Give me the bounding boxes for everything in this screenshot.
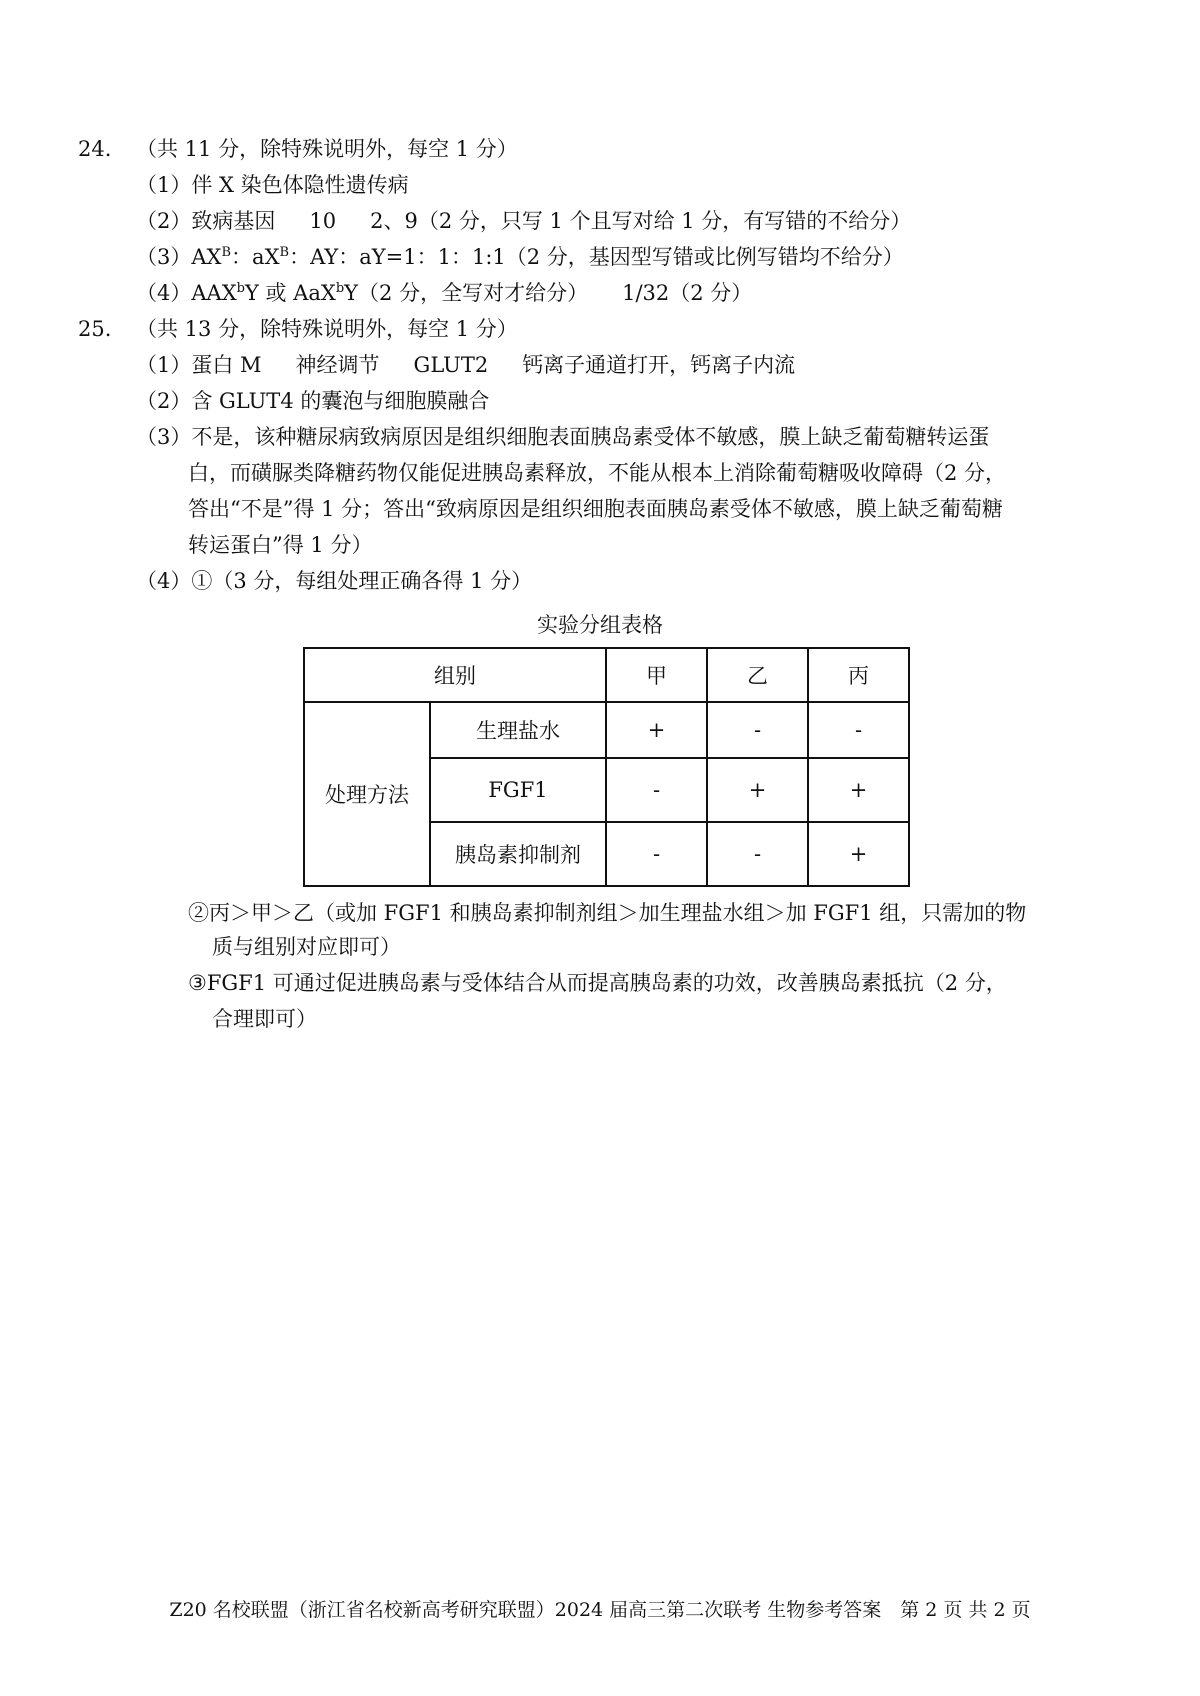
table-header-label: 组别 [304,648,606,702]
q24-answer-4-mid: Y 或 AaX [244,281,336,305]
table-cell: - [606,758,707,822]
q25-answer-2: （2）含 GLUT4 的囊泡与细胞膜融合 [136,389,490,413]
q24-answer-3-sup-2: B [279,245,290,260]
q25-answer-4-3-line-2: 合理即可） [212,1007,317,1031]
q25-answer-1-part-4: 钙离子通道打开，钙离子内流 [522,353,796,377]
q24-answer-2-part-3: 2、9（2 分，只写 1 个且写对给 1 分，有写错的不给分） [370,209,912,233]
q25-answer-3-line-2: 白，而磺脲类降糖药物仅能促进胰岛素释放，不能从根本上消除葡萄糖吸收障碍（2 分， [188,461,1007,485]
q24-number: 24. [78,137,112,161]
q24-answer-1: （1）伴 X 染色体隐性遗传病 [136,173,409,197]
q25-answer-4-2-line-2: 质与组别对应即可） [212,935,401,959]
table-cell: + [808,758,909,822]
table-header-group-1: 甲 [606,648,707,702]
q24-answer-2-part-2: 10 [309,209,337,233]
q24-answer-4-extra: 1/32（2 分） [622,281,753,305]
table-cell: - [606,822,707,886]
q25-answer-4-1: （4）①（3 分，每组处理正确各得 1 分） [136,569,533,593]
q24-answer-3 [136,242,904,272]
table-cell: - [707,702,808,758]
table-cell: + [606,702,707,758]
experiment-group-table [303,647,910,887]
table-row-name: 生理盐水 [430,702,606,758]
table-cell: + [707,758,808,822]
q24-answer-3-mid: ：aX [231,245,280,269]
q25-answer-1-part-2: 神经调节 [295,353,380,377]
table-row-name: 胰岛素抑制剂 [430,822,606,886]
q24-answer-4-pre: （4）AAX [136,281,237,305]
table-header-group-3: 丙 [808,648,909,702]
q24-header: （共 11 分，除特殊说明外，每空 1 分） [136,137,518,161]
q25-answer-3-line-4: 转运蛋白”得 1 分） [188,533,373,557]
table-header-group-2: 乙 [707,648,808,702]
q25-answer-1-part-1: （1）蛋白 M [136,353,262,377]
table-cell: - [808,702,909,758]
table-row-name: FGF1 [430,758,606,822]
q24-answer-3-sup-1: B [221,245,232,260]
q24-answer-4-sup-2: b [335,281,345,296]
page-footer: Z20 名校联盟（浙江省名校新高考研究联盟）2024 届高三第二次联考 生物参考答案 第 2 页 共 2 页 [169,1599,1031,1621]
q25-answer-1-part-3: GLUT2 [413,353,489,377]
q24-answer-4-sup-1: b [236,281,245,296]
q24-answer-3-pre: （3）AX [136,245,222,269]
q25-answer-4-3-line-1: ③FGF1 可通过促进胰岛素与受体结合从而提高胰岛素的功效，改善胰岛素抵抗（2 分， [188,971,1007,995]
q25-answer-1 [136,350,795,380]
q25-header: （共 13 分，除特殊说明外，每空 1 分） [136,317,518,341]
table-caption: 实验分组表格 [537,613,663,637]
table-cell: - [707,822,808,886]
q24-answer-4-post: Y（2 分，全写对才给分） [344,281,589,305]
q24-answer-3-post: ：AY：aY=1：1：1:1（2 分，基因型写错或比例写错均不给分） [289,245,904,269]
table-cell: + [808,822,909,886]
q24-answer-4 [136,278,752,308]
q25-answer-3-line-3: 答出“不是”得 1 分；答出“致病原因是组织细胞表面胰岛素受体不敏感，膜上缺乏葡萄糖 [188,497,1003,521]
q25-number: 25. [78,317,112,341]
table-row-group-label: 处理方法 [304,702,430,886]
q25-answer-3-line-1: （3）不是，该种糖尿病致病原因是组织细胞表面胰岛素受体不敏感，膜上缺乏葡萄糖转运蛋 [136,425,990,449]
q24-answer-2-part-1: （2）致病基因 [136,209,276,233]
q25-answer-4-2-line-1: ②丙＞甲＞乙（或加 FGF1 和胰岛素抑制剂组＞加生理盐水组＞加 FGF1 组，只需加的物 [188,901,1027,925]
q24-answer-2 [136,206,911,236]
